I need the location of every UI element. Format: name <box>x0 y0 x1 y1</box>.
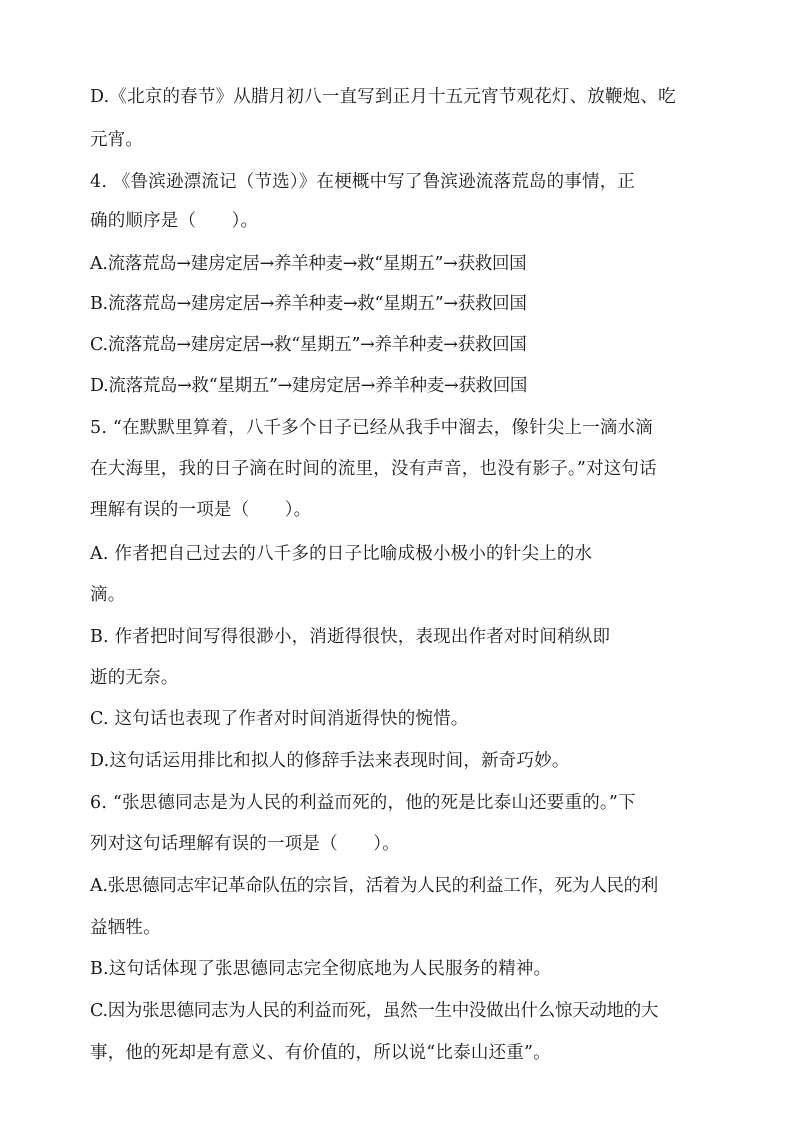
q4-stem-line2: 确的顺序是（ ）。 <box>90 211 259 231</box>
q5-stem-line1: 5. “在默默里算着，八千多个日子已经从我手中溜去，像针尖上一滴水滴 <box>90 418 654 438</box>
q5-option-b-line1: B. 作者把时间写得很渺小，消逝得很快，表现出作者对时间稍纵即 <box>90 627 611 647</box>
q6-stem-line1: 6. “张思德同志是为人民的利益而死的，他的死是比泰山还要重的。”下 <box>90 793 636 813</box>
q5-option-b-line2: 逝的无奈。 <box>90 668 179 688</box>
q4-option-a: A.流落荒岛→建房定居→养羊种麦→救“星期五”→获救回国 <box>90 254 527 274</box>
q3-option-d-line1: D.《北京的春节》从腊月初八一直写到正月十五元宵节观花灯、放鞭炮、吃 <box>90 87 676 107</box>
q6-stem-line2: 列对这句话理解有误的一项是（ ）。 <box>90 834 400 854</box>
q6-option-b: B.这句话体现了张思德同志完全彻底地为人民服务的精神。 <box>90 959 552 979</box>
q5-stem-line3: 理解有误的一项是（ ）。 <box>90 500 312 520</box>
q6-option-a-line2: 益牺牲。 <box>90 918 161 938</box>
q5-stem-line2: 在大海里，我的日子滴在时间的流里，没有声音，也没有影子。”对这句话 <box>90 459 657 479</box>
q5-option-c: C. 这句话也表现了作者对时间消逝得快的惋惜。 <box>90 709 469 729</box>
q4-option-b: B.流落荒岛→建房定居→养羊种麦→救“星期五”→获救回国 <box>90 294 527 314</box>
q4-option-d: D.流落荒岛→救“星期五”→建房定居→养羊种麦→获救回国 <box>90 376 528 396</box>
q5-option-a-line1: A. 作者把自己过去的八千多的日子比喻成极小极小的针尖上的水 <box>90 544 593 564</box>
q5-option-a-line2: 滴。 <box>90 585 126 605</box>
q5-option-d: D.这句话运用排比和拟人的修辞手法来表现时间，新奇巧妙。 <box>90 751 570 771</box>
q4-stem-line1: 4. 《鲁滨逊漂流记（节选）》在梗概中写了鲁滨逊流落荒岛的事情，正 <box>90 172 636 192</box>
q6-option-c-line2: 事，他的死却是有意义、有价值的，所以说“比泰山还重”。 <box>90 1043 551 1063</box>
q3-option-d-line2: 元宵。 <box>90 130 144 150</box>
q6-option-a-line1: A.张思德同志牢记革命队伍的宗旨，活着为人民的利益工作，死为人民的利 <box>90 876 658 896</box>
q6-option-c-line1: C.因为张思德同志为人民的利益而死，虽然一生中没做出什么惊天动地的大 <box>90 1001 659 1021</box>
q4-option-c: C.流落荒岛→建房定居→救“星期五”→养羊种麦→获救回国 <box>90 335 527 355</box>
